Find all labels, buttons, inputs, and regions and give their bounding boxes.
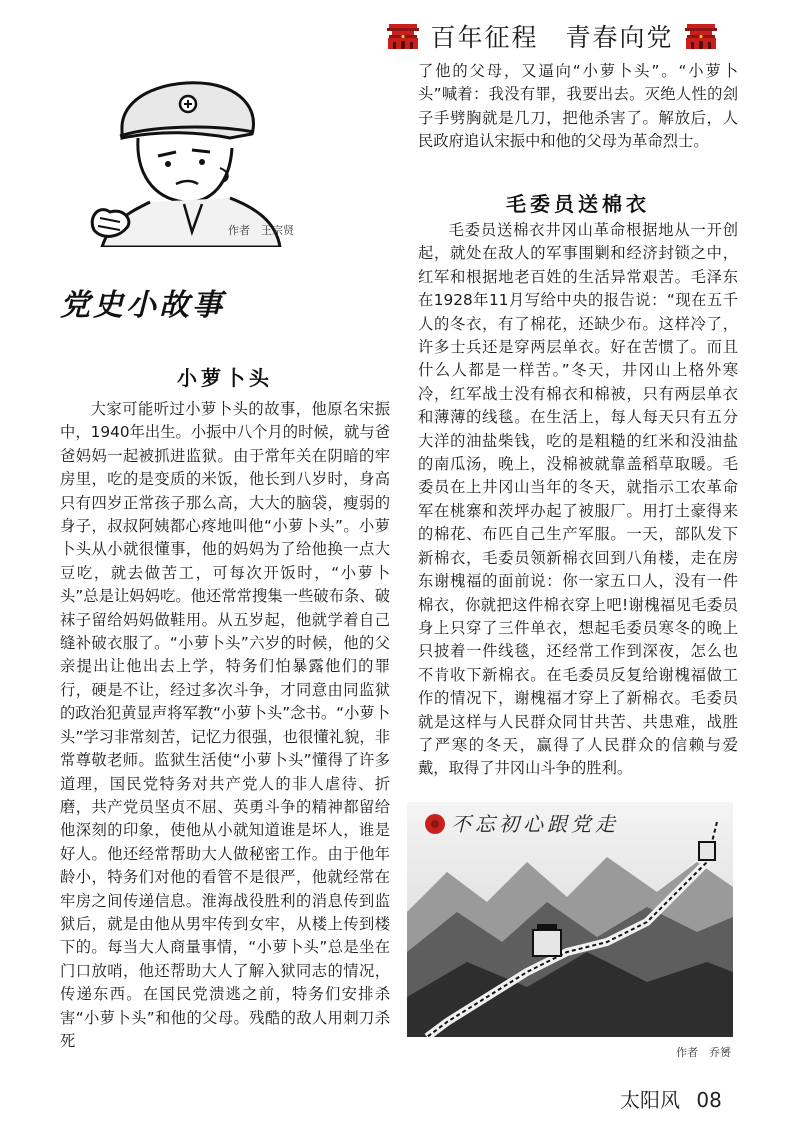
story1-paragraph: 大家可能听过小萝卜头的故事，他原名宋振中，1940年出生。小振中八个月的时候，就与爸爸妈妈一起被抓进监狱。由于常年关在阴暗的牢房里，吃的是变质的米饭，他长到八岁时，身高只有四岁正常孩子那么高，大大的脑袋，瘦弱的身子，叔叔阿姨都心疼地叫他“小萝卜头”。小萝卜头从小就很懂事，他的妈妈为了给他换一点大豆吃，就去做苦工，可每次开饭时，“小萝卜头”总是让妈妈吃。他还常常搜集一些破布条、破袜子留给妈妈做鞋用。从五岁起，他就学着自己缝补破衣服了。“小萝卜头”六岁的时候，他的父亲提出让他出去上学，特务们怕暴露他们的罪行，硬是不让，经过多次斗争，才同意由同监狱的政治犯黄显声将军教“小萝卜头”念书。“小萝卜头”学习非常刻苦，记忆力很强，也很懂礼貌，非常尊敬老师。监狱生活使“小萝卜头”懂得了许多道理，国民党特务对共产党人的非人虐待、折磨，共产党员坚贞不屈、英勇斗争的精神都留给他深刻的印象，使他从小就知道谁是坏人，谁是好人。他还经常帮助大人做秘密工作。由于他年龄小，特务们对他的看管不是很严，他就经常在牢房之间传递信息。淮海战役胜利的消息传到监狱后，就是由他从男牢传到女牢，从楼上传到楼下的。每当大人商量事情，“小萝卜头”总是坐在门口放哨，他还帮助大人了解入狱同志的情况，传递东西。在国民党溃逃之前，特务们安排杀害“小萝卜头”和他的父母。残酷的敌人用刺刀杀死	[60, 400, 390, 1050]
tiananmen-icon	[386, 21, 420, 51]
great-wall-drawing	[407, 802, 733, 1037]
story-title-mao-cotton-coat: 毛委员送棉衣	[506, 192, 650, 216]
great-wall-painting	[407, 802, 733, 1037]
tiananmen-icon	[684, 21, 718, 51]
page-footer	[620, 1084, 722, 1113]
painting-caption: 不忘初心跟党走	[451, 812, 619, 836]
illustration-credit: 作者 王宗贤	[228, 224, 294, 237]
story-title-xiaoluobotou: 小萝卜头	[177, 366, 273, 390]
story2-paragraph: 毛委员送棉衣井冈山革命根据地从一开创起，就处在敌人的军事围剿和经济封锁之中，红军和根据地老百姓的生活异常艰苦。毛泽东在1928年11月写给中央的报告说：“现在五千人的冬衣，有了棉花，还缺少布。这样冷了，许多士兵还是穿两层单衣。好在苦惯了。而且什么人都是一样苦。”冬天，井冈山上格外寒冷，红军战士没有棉衣和棉被，只有两层单衣和薄薄的线毯。在生活上，每人每天只有五分大洋的油盐柴钱，吃的是粗糙的红米和没油盐的南瓜汤，晚上，没棉被就靠盖稻草取暖。毛委员在上井冈山当年的冬天，就指示工农革命军在桃寨和茨坪办起了被服厂。用打土豪得来的棉花、布匹自己生产军服。一天，部队发下新棉衣，毛委员领新棉衣回到八角楼，走在房东谢槐福的面前说：你一家五口人，没有一件棉衣，你就把这件棉衣穿上吧!谢槐福见毛委员身上只穿了三件单衣，想起毛委员寒冬的晚上只披着一件线毯，还经常工作到深夜，怎么也不肯收下新棉衣。在毛委员反复给谢槐福做工作的情况下，谢槐福才穿上了新棉衣。毛委员就是这样与人民群众同甘共苦、共患难，战胜了严寒的冬天，赢得了人民群众的信赖与爱戴，取得了井冈山斗争的胜利。	[418, 221, 738, 778]
story1-continuation-paragraph: 了他的父母，又逼向“小萝卜头”。“小萝卜头”喊着：我没有罪，我要出去。灭绝人性的刽子手劈胸就是几刀，把他杀害了。解放后，人民政府追认宋振中和他的父母为革命烈士。	[418, 62, 738, 151]
magazine-name: 太阳风	[620, 1088, 680, 1112]
story2-body	[418, 219, 738, 799]
section-title: 党史小故事	[60, 288, 225, 323]
header-title: 百年征程 青春向党	[430, 23, 674, 52]
story1-continuation	[418, 60, 738, 170]
page-number: 08	[696, 1088, 722, 1112]
soldier-boy-illustration	[80, 72, 330, 247]
story1-body	[60, 398, 390, 1058]
painting-credit: 作者 乔赟	[676, 1046, 731, 1059]
page-header	[372, 16, 732, 56]
